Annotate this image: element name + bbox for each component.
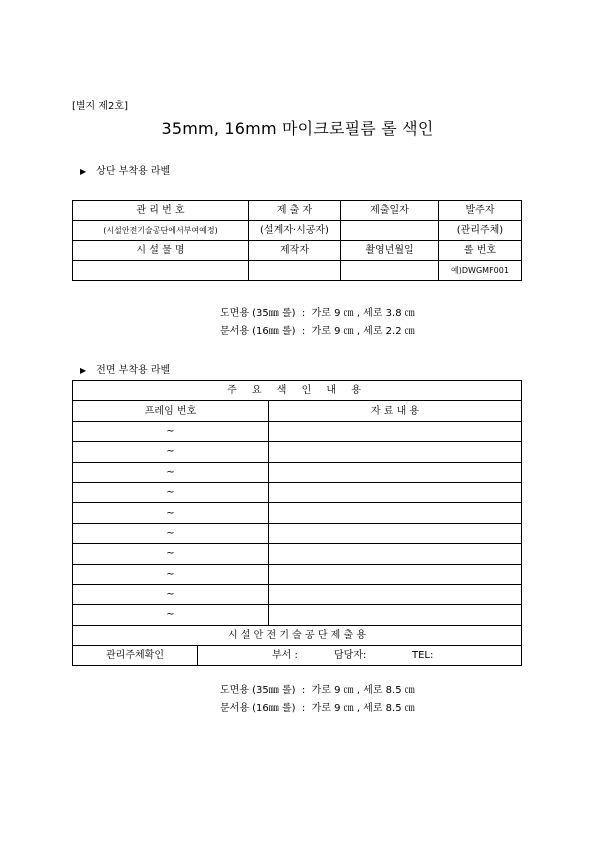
content-cell[interactable] [269,503,522,523]
manager-label: 담당자: [334,650,367,662]
cell-maker: 제작자 [249,241,341,261]
frame-range-cell[interactable]: ~ [73,584,269,604]
cell-orderer: 발주자 [439,201,522,221]
cell-facility-name-value[interactable] [73,261,249,281]
cell-mgmt-no-note: (시설안전기술공단에서부여예정) [73,221,249,241]
cell-submitter: 제 출 자 [249,201,341,221]
front-label-spec [220,682,415,718]
table-row [73,544,522,564]
frame-range-cell[interactable]: ~ [73,503,269,523]
frame-range-cell[interactable]: ~ [73,482,269,502]
content-cell[interactable] [269,482,522,502]
table-row [73,201,522,221]
confirm-fields [198,646,522,666]
frame-range-cell[interactable]: ~ [73,442,269,462]
table-row [73,482,522,502]
table-row [73,646,522,666]
top-label-table [72,200,522,281]
table-row [73,241,522,261]
triangle-bullet-icon: ▶ [80,167,87,176]
submission-footer: 시 설 안 전 기 술 공 단 제 출 용 [73,625,522,645]
front-label-table [72,380,522,666]
cell-shoot-date: 촬영년월일 [341,241,439,261]
content-cell[interactable] [269,523,522,543]
cell-maker-value[interactable] [249,261,341,281]
table-row [73,625,522,645]
section-title: 상단 부착용 라벨 [96,166,171,177]
frame-range-cell[interactable]: ~ [73,605,269,625]
content-cell[interactable] [269,564,522,584]
content-cell[interactable] [269,421,522,441]
spec-line: 문서용 (16㎜ 롤) : 가로 9 ㎝ , 세로 2.2 ㎝ [220,326,415,337]
table-row [73,462,522,482]
cell-roll-no-value: 예)DWGMF001 [439,261,522,281]
spec-line: 문서용 (16㎜ 롤) : 가로 9 ㎝ , 세로 8.5 ㎝ [220,703,415,714]
table-row [73,605,522,625]
page-title: 35mm, 16mm 마이크로필름 롤 색인 [161,119,434,138]
section-title: 전면 부착용 라벨 [96,365,171,376]
triangle-bullet-icon: ▶ [80,366,87,375]
content-cell[interactable] [269,442,522,462]
cell-submit-date: 제출일자 [341,201,439,221]
dept-label: 부서 : [272,650,298,662]
spec-line: 도면용 (35㎜ 롤) : 가로 9 ㎝ , 세로 8.5 ㎝ [220,685,415,696]
table-row [73,381,522,401]
section-front-label [80,361,170,376]
tel-label: TEL: [412,650,434,662]
table-row [73,523,522,543]
table-row [73,421,522,441]
table-row [73,401,522,421]
frame-range-cell[interactable]: ~ [73,462,269,482]
cell-submitter-note: (설계자·시공자) [249,221,341,241]
content-cell[interactable] [269,462,522,482]
frame-range-cell[interactable]: ~ [73,544,269,564]
main-index-header: 주 요 색 인 내 용 [73,381,522,401]
content-cell[interactable] [269,584,522,604]
table-row [73,442,522,462]
section-top-label [80,162,170,177]
confirm-label: 관리주체확인 [73,646,198,666]
table-row [73,503,522,523]
cell-facility-name: 시 설 물 명 [73,241,249,261]
content-cell[interactable] [269,605,522,625]
frame-range-cell[interactable]: ~ [73,523,269,543]
cell-roll-no: 롤 번호 [439,241,522,261]
cell-orderer-note: (관리주체) [439,221,522,241]
table-row [73,261,522,281]
cell-submit-date-value[interactable] [341,221,439,241]
table-row [73,564,522,584]
frame-range-cell[interactable]: ~ [73,421,269,441]
content-cell[interactable] [269,544,522,564]
table-row [73,584,522,604]
top-label-spec [220,305,415,341]
table-row [73,221,522,241]
content-header: 자 료 내 용 [269,401,522,421]
cell-mgmt-no: 관 리 번 호 [73,201,249,221]
frame-number-header: 프레임 번호 [73,401,269,421]
frame-range-cell[interactable]: ~ [73,564,269,584]
form-tag: [별지 제2호] [72,101,128,112]
spec-line: 도면용 (35㎜ 롤) : 가로 9 ㎝ , 세로 3.8 ㎝ [220,308,415,319]
cell-shoot-date-value[interactable] [341,261,439,281]
